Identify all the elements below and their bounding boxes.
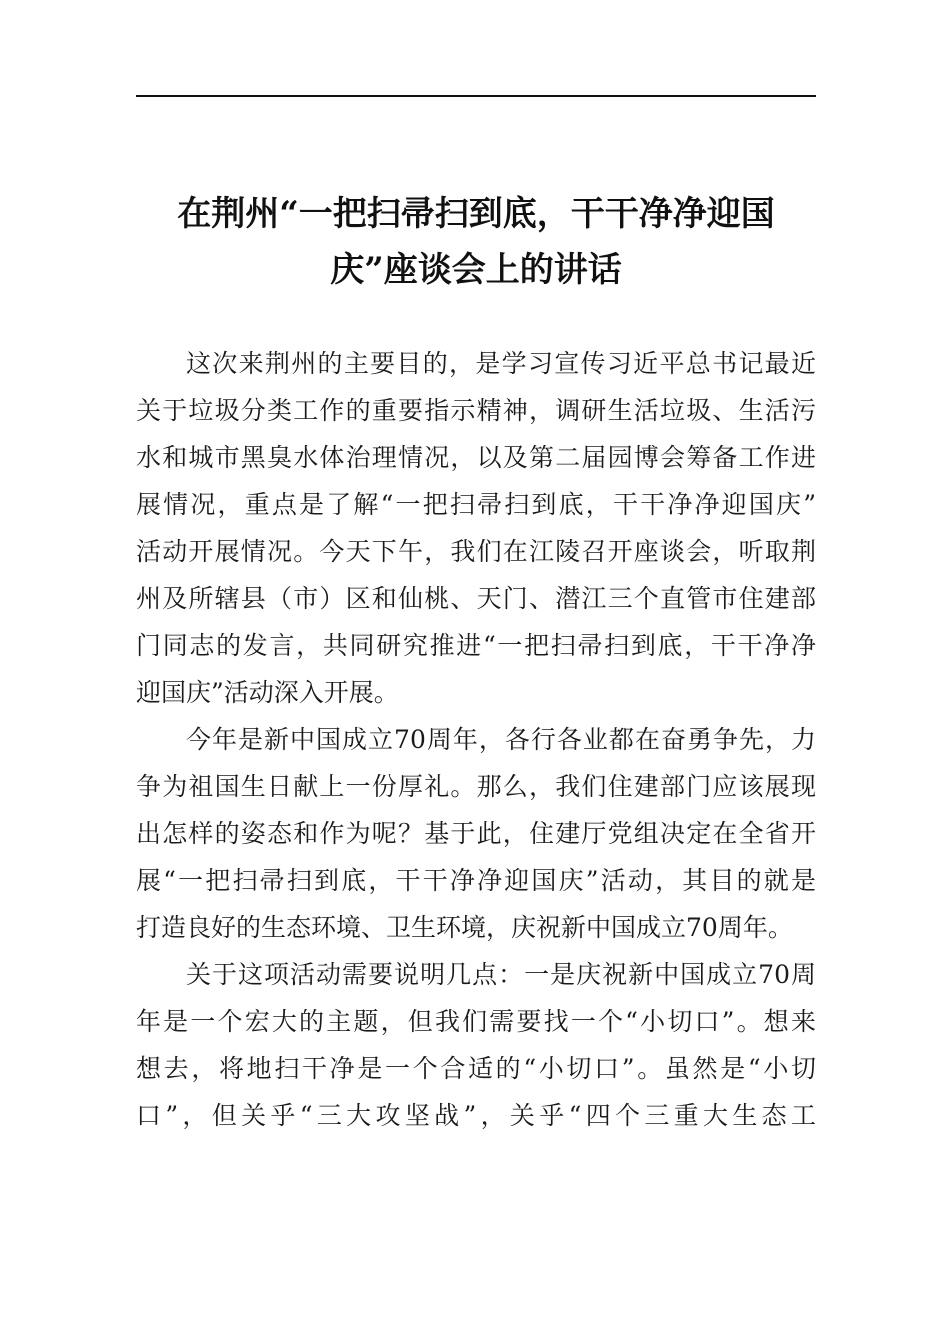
paragraph-3: [136, 951, 816, 1139]
text-line: 活动开展情况。今天下午，我们在江陵召开座谈会，听取荆: [136, 537, 816, 566]
text-line: 争为祖国生日献上一份厚礼。那么，我们住建部门应该展现: [136, 772, 816, 801]
text-line: 门同志的发言，共同研究推进“一把扫帚扫到底，干干净净: [136, 631, 816, 660]
title-line: 在荆州“一把扫帚扫到底，干干净净迎国: [177, 194, 775, 234]
text-line: 这次来荆州的主要目的，是学习宣传习近平总书记最近: [186, 349, 816, 378]
text-line: 展“一把扫帚扫到底，干干净净迎国庆”活动，其目的就是: [136, 866, 816, 895]
text-line: 水和城市黑臭水体治理情况，以及第二届园博会筹备工作进: [136, 443, 816, 472]
text-line: 关于这项活动需要说明几点：一是庆祝新中国成立70周: [186, 960, 816, 989]
paragraph-1: [136, 340, 816, 716]
text-line: 展情况，重点是了解“一把扫帚扫到底，干干净净迎国庆”: [136, 490, 816, 519]
text-line: 迎国庆”活动深入开展。: [136, 678, 399, 707]
text-line: 想去，将地扫干净是一个合适的“小切口”。虽然是“小切: [136, 1054, 816, 1083]
text-line: 出怎样的姿态和作为呢？基于此，住建厅党组决定在全省开: [136, 819, 816, 848]
document-title: [136, 186, 816, 298]
text-line: 今年是新中国成立70周年，各行各业都在奋勇争先，力: [186, 725, 816, 754]
text-line: 打造良好的生态环境、卫生环境，庆祝新中国成立70周年。: [136, 913, 793, 942]
header-rule: [136, 95, 816, 97]
text-line: 年是一个宏大的主题，但我们需要找一个“小切口”。想来: [136, 1007, 816, 1036]
document-body: [136, 340, 816, 1139]
text-line: 关于垃圾分类工作的重要指示精神，调研生活垃圾、生活污: [136, 396, 816, 425]
title-line: 庆”座谈会上的讲话: [330, 250, 622, 290]
text-line: 州及所辖县（市）区和仙桃、天门、潜江三个直管市住建部: [136, 584, 816, 613]
text-line: 口”，但关乎“三大攻坚战”，关乎“四个三重大生态工: [136, 1101, 816, 1130]
paragraph-2: [136, 716, 816, 951]
